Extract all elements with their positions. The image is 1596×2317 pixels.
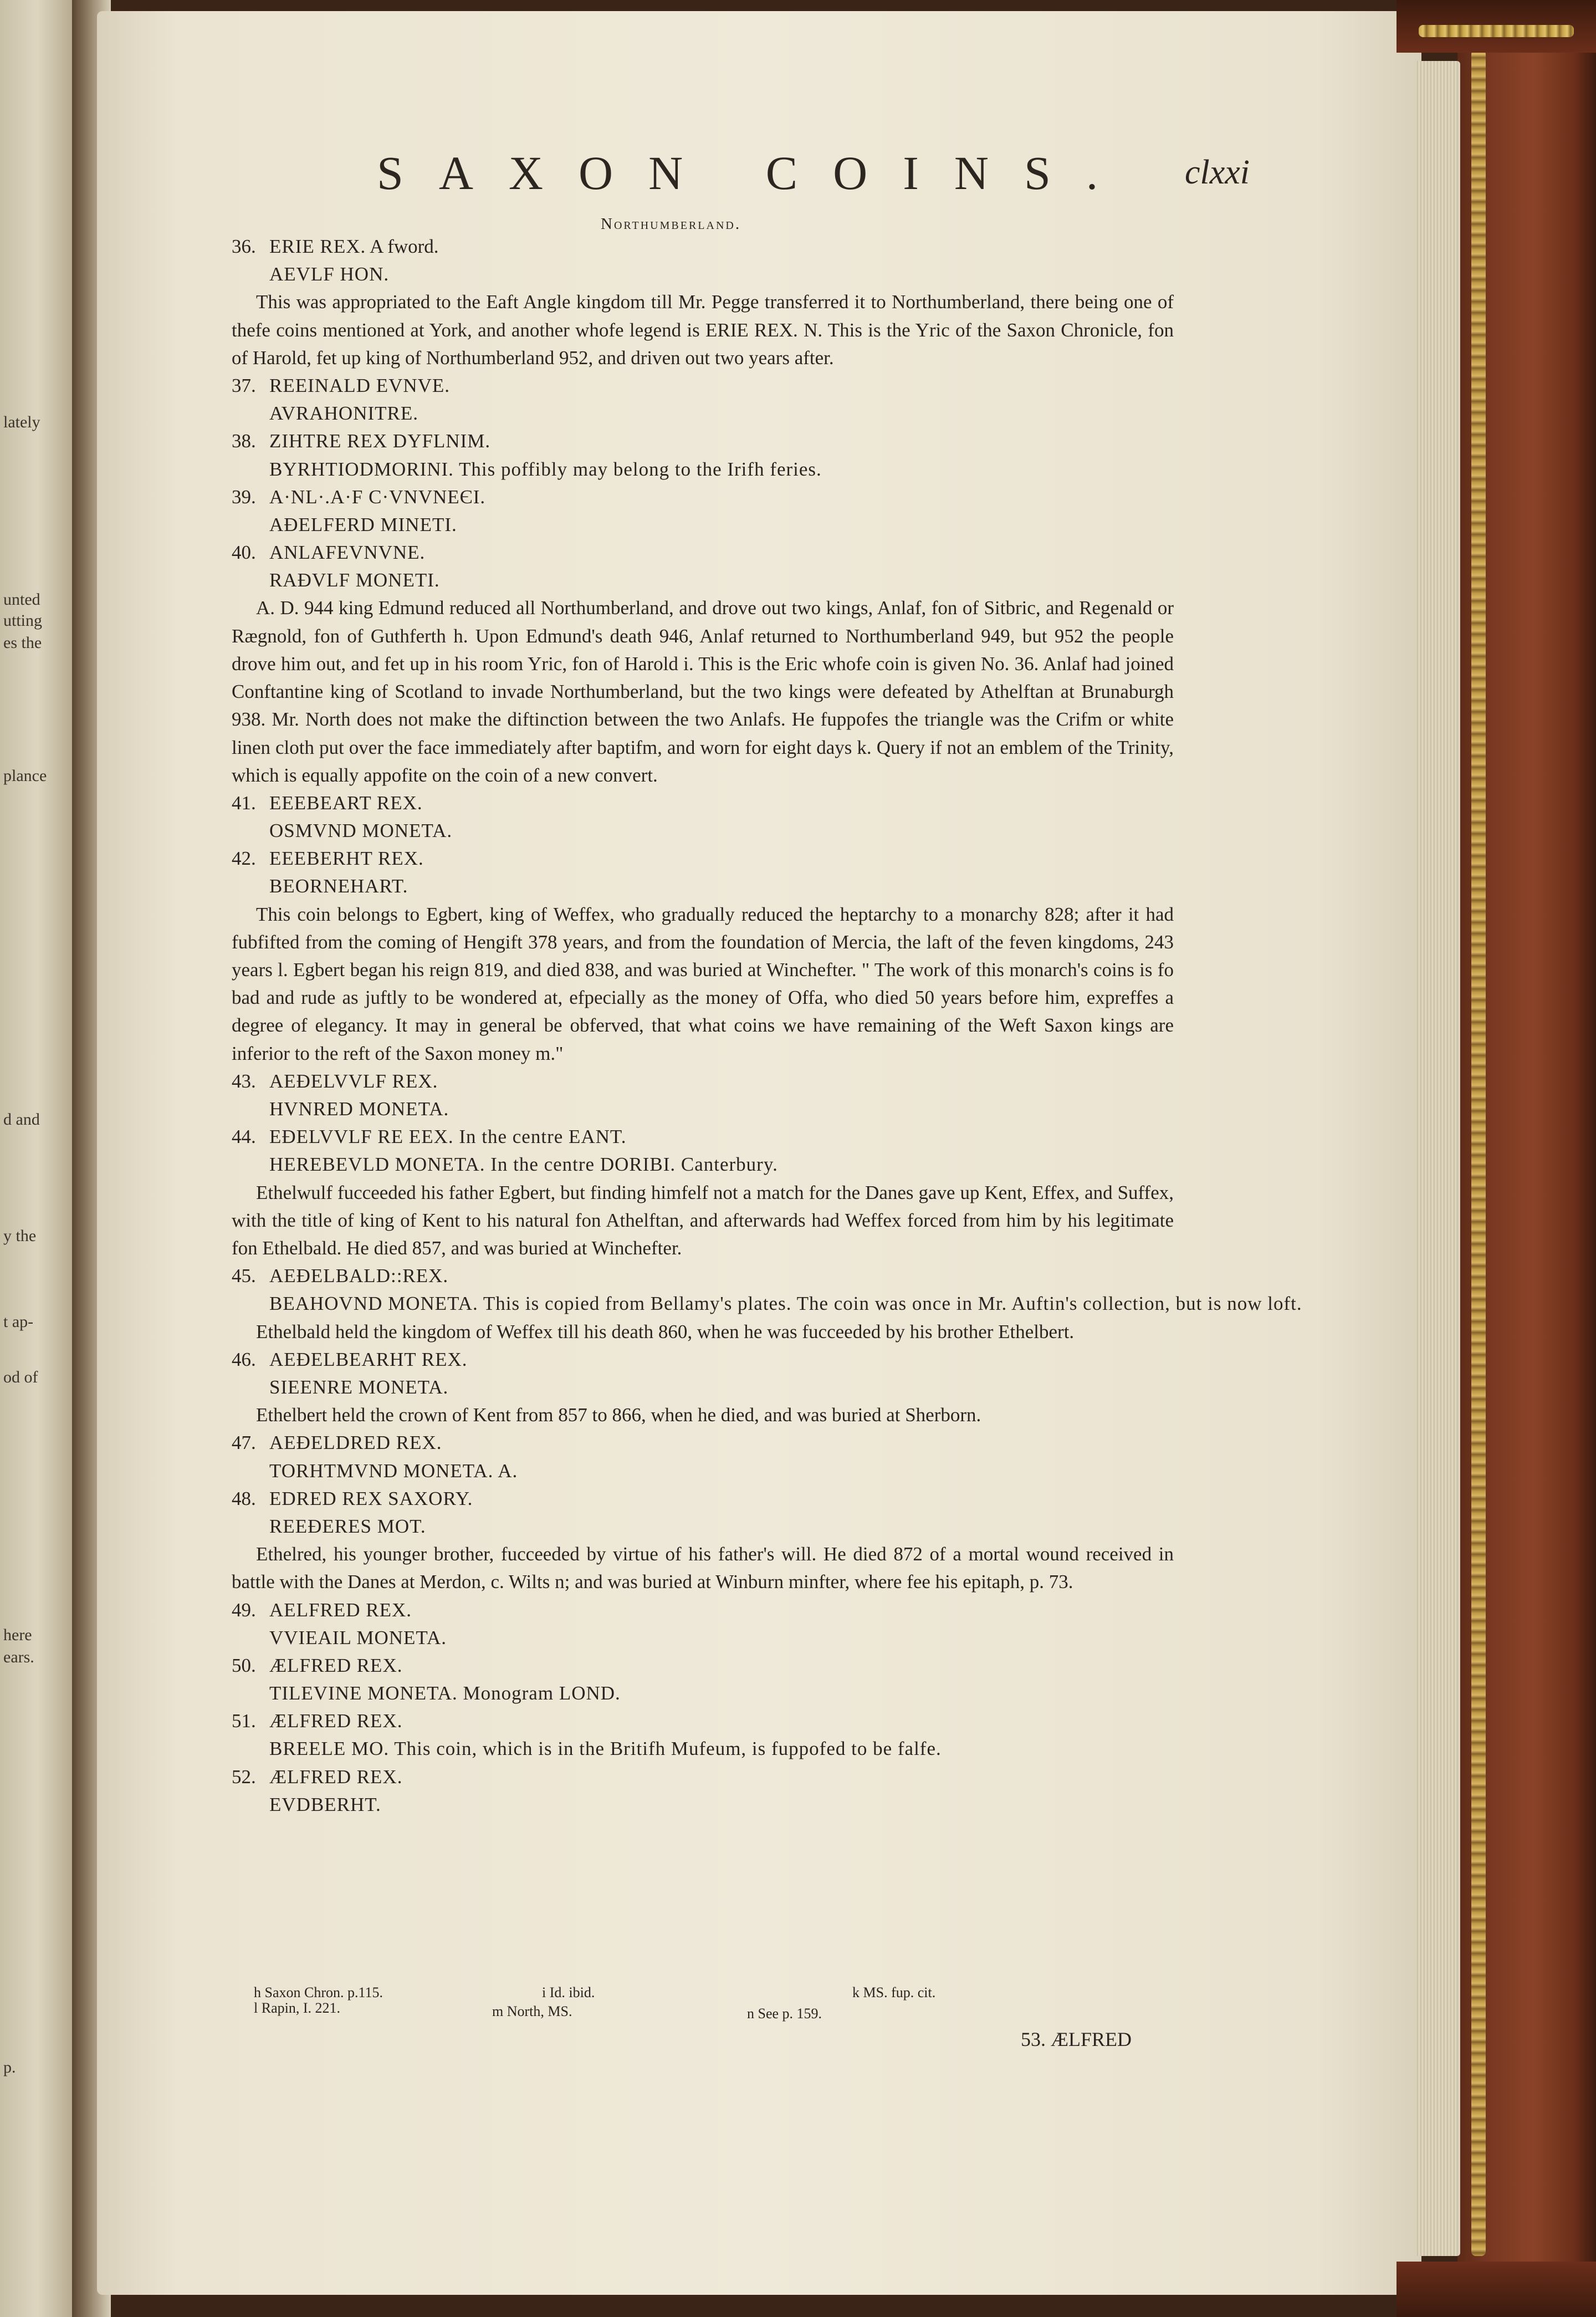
entry-number: 42. (232, 848, 256, 870)
obverse-legend: ÆLFRED REX. (269, 1654, 403, 1676)
gilt-tooling-horizontal (1419, 25, 1574, 37)
obverse-legend: A·NL·.A·F C·VNVNEЄI. (269, 486, 486, 508)
coin-entry (232, 1123, 1174, 1151)
entry-number: 47. (232, 1432, 256, 1454)
entry-number: 51. (232, 1710, 256, 1732)
catchword: 53. ÆLFRED (1021, 2028, 1132, 2050)
margin-fragment: here (3, 1626, 32, 1644)
obverse-legend: AEÐELVVLF REX. (269, 1070, 438, 1092)
obverse-legend: EEEBERHT REX. (269, 848, 424, 870)
reverse-legend: RAÐVLF MONETI. (269, 569, 440, 591)
coin-entry (232, 539, 1174, 567)
entry-number: 45. (232, 1265, 256, 1287)
page-body (232, 233, 1302, 1819)
footnote: i Id. ibid. (542, 1984, 595, 2000)
obverse-legend: AEÐELBALD::REX. (269, 1265, 449, 1287)
coin-entry (232, 1346, 1174, 1374)
margin-fragment: utting (3, 611, 43, 630)
obverse-legend: ANLAFEVNVNE. (269, 542, 426, 564)
obverse-legend: ERIE REX. (269, 236, 366, 257)
coin-entry (232, 1763, 1174, 1791)
entry-number: 36. (232, 236, 256, 257)
obverse-legend: ZIHTRE REX DYFLNIM. (269, 430, 491, 452)
coin-entry (232, 372, 1174, 400)
entry-number: 46. (232, 1348, 256, 1370)
entry-number: 48. (232, 1487, 256, 1509)
entry-number: 37. (232, 374, 256, 396)
obverse-legend: EEEBEART REX. (269, 792, 423, 814)
footnote: m North, MS. (492, 2003, 572, 2019)
reverse-legend: BYRHTIODMORINI. This poffibly may belong to the Irifh feries. (269, 458, 822, 480)
reverse-legend: BEAHOVND MONETA. This is copied from Bellamy's plates. The coin was once in Mr. Auftin's collection, but is now loft. (269, 1293, 1302, 1315)
coin-entry (232, 1262, 1174, 1290)
entry-number: 41. (232, 792, 256, 814)
entry-number: 38. (232, 430, 256, 452)
margin-fragment: lately (3, 413, 40, 431)
paragraph: Ethelred, his younger brother, fucceeded by virtue of his father's will. He died 872 of a mortal wound received in battle with the Danes at Merdon, c. Wilts n; and was buried at Winburn minfter, where fee his epitaph, p. 73. (232, 1543, 1174, 1593)
margin-fragment: es the (3, 634, 42, 652)
margin-fragment: unted (3, 590, 40, 609)
reverse-legend: HVNRED MONETA. (269, 1098, 449, 1120)
obverse-legend: EDRED REX SAXORY. (269, 1487, 473, 1509)
coin-entry (232, 483, 1174, 511)
coin-entry (232, 1429, 1174, 1457)
margin-fragment: y the (3, 1227, 37, 1245)
footnote: n See p. 159. (747, 2005, 822, 2022)
running-title: SAXON COINS. (377, 146, 1134, 200)
entry-number: 44. (232, 1126, 256, 1148)
margin-fragment: plance (3, 767, 47, 785)
reverse-legend: AVRAHONITRE. (269, 402, 418, 425)
reverse-legend: EVDBERHT. (269, 1793, 381, 1815)
reverse-legend: HEREBEVLD MONETA. In the centre DORIBI. Canterbury. (269, 1154, 778, 1176)
reverse-legend: TILEVINE MONETA. Monogram LOND. (269, 1682, 621, 1704)
footnotes (254, 1983, 1085, 2028)
reverse-legend: BREELE MO. This coin, which is in the Britifh Mufeum, is fuppofed to be falfe. (269, 1738, 942, 1760)
reverse-legend: SIEENRE MONETA. (269, 1376, 449, 1398)
binding-bottom-edge (1396, 2262, 1596, 2317)
coin-entry (232, 1596, 1174, 1624)
paragraph: Ethelbert held the crown of Kent from 857 to 866, when he died, and was buried at Sherborn. (256, 1404, 981, 1426)
coin-entry (232, 427, 1174, 455)
coin-entry (232, 1068, 1174, 1095)
coin-entry (232, 789, 1174, 817)
entry-number: 52. (232, 1765, 256, 1788)
footnote: l Rapin, I. 221. (254, 2000, 340, 2016)
reverse-legend: VVIEAIL MONETA. (269, 1626, 447, 1649)
obverse-legend: AELFRED REX. (269, 1599, 412, 1621)
page-number: clxxi (1185, 154, 1250, 191)
paragraph: Ethelbald held the kingdom of Weffex till his death 860, when he was fucceeded by his brother Ethelbert. (256, 1320, 1075, 1343)
binding-top-edge (1396, 0, 1596, 53)
reverse-legend: TORHTMVND MONETA. A. (269, 1459, 518, 1482)
entry-note: A fword. (370, 236, 439, 257)
coin-entry (232, 1485, 1174, 1513)
paragraph: Ethelwulf fucceeded his father Egbert, but finding himfelf not a match for the Danes gave up Kent, Effex, and Suffex, with the title of king of Kent to his natural fon Athelftan, and afterwards had Weffex forced from him by his legitimate fon Ethelbald. He died 857, and was buried at Winchefter. (232, 1181, 1174, 1259)
obverse-legend: AEÐELDRED REX. (269, 1432, 442, 1454)
coin-entry (232, 845, 1174, 872)
obverse-legend: ÆLFRED REX. (269, 1765, 403, 1788)
section-title: Northumberland. (601, 215, 741, 233)
entry-number: 49. (232, 1599, 256, 1621)
margin-fragment: ears. (3, 1648, 34, 1666)
reverse-legend: BEORNEHART. (269, 875, 408, 897)
paragraph: A. D. 944 king Edmund reduced all Northumberland, and drove out two kings, Anlaf, fon of Sitbric, and Regenald or Rægnold, fon of Guthferth h. Upon Edmund's death 946, Anlaf returned to Northumberland 949, but 952 the people drove him out, and fet up in his room Yric, fon of Harold i. This is the Eric whofe coin is given No. 36. Anlaf had joined Conftantine king of Scotland to invade Northumberland, but the two kings were defeated by Athelftan at Brunaburgh 938. Mr. North does not make the diftinction between the two Anlafs. He fuppofes the triangle was the Crifm or white linen cloth put over the face immediately after baptifm, and worn for eight days k. Query if not an emblem of the Trinity, which is equally appofite on the coin of a new convert. (232, 597, 1174, 786)
reverse-legend: REEÐERES MOT. (269, 1515, 426, 1537)
coin-entry (232, 1652, 1174, 1680)
entry-number: 39. (232, 486, 256, 508)
coin-entry (232, 1707, 1174, 1735)
page-header (0, 145, 1596, 200)
paragraph: This was appropriated to the Eaft Angle kingdom till Mr. Pegge transferred it to Northumberland, there being one of thefe coins mentioned at York, and another whofe legend is ERIE REX. N. This is the Yric of the Saxon Chronicle, fon of Harold, fet up king of Northumberland 952, and driven out two years after. (232, 291, 1174, 369)
paragraph: This coin belongs to Egbert, king of Weffex, who gradually reduced the heptarchy to a monarchy 828; after it had fubfifted from the coming of Hengift 378 years, and from the foundation of Mercia, the laft of the feven kingdoms, 243 years l. Egbert began his reign 819, and died 838, and was buried at Winchefter. " The work of this monarch's coins is fo bad and rude as juftly to be wondered at, efpecially as the money of Offa, who died 50 years before him, expreffes a degree of elegancy. It may in general be obferved, that what coins we have remaining of the Weft Saxon kings are inferior to the reft of the Saxon money m." (232, 903, 1174, 1064)
footnote: h Saxon Chron. p.115. (254, 1984, 383, 2000)
margin-fragment: t ap- (3, 1313, 34, 1331)
margin-fragment: p. (3, 2058, 16, 2076)
left-facing-page (0, 0, 83, 2317)
gilt-tooling-vertical (1471, 50, 1486, 2256)
margin-fragment: od of (3, 1368, 38, 1386)
page-edges (1416, 61, 1460, 2256)
coin-entry (232, 233, 1174, 261)
entry-number: 43. (232, 1070, 256, 1092)
reverse-legend: OSMVND MONETA. (269, 820, 453, 842)
entry-number: 50. (232, 1654, 256, 1676)
reverse-legend: AEVLF HON. (269, 263, 390, 285)
margin-fragment: d and (3, 1110, 40, 1129)
entry-number: 40. (232, 542, 256, 564)
obverse-legend: REEINALD EVNVE. (269, 374, 451, 396)
footnote: k MS. fup. cit. (852, 1984, 936, 2000)
obverse-legend: AEÐELBEARHT REX. (269, 1348, 468, 1370)
obverse-legend: ÆLFRED REX. (269, 1710, 403, 1732)
reverse-legend: AÐELFERD MINETI. (269, 513, 457, 535)
obverse-legend: EÐELVVLF RE ЕEX. In the centre EANT. (269, 1126, 627, 1148)
